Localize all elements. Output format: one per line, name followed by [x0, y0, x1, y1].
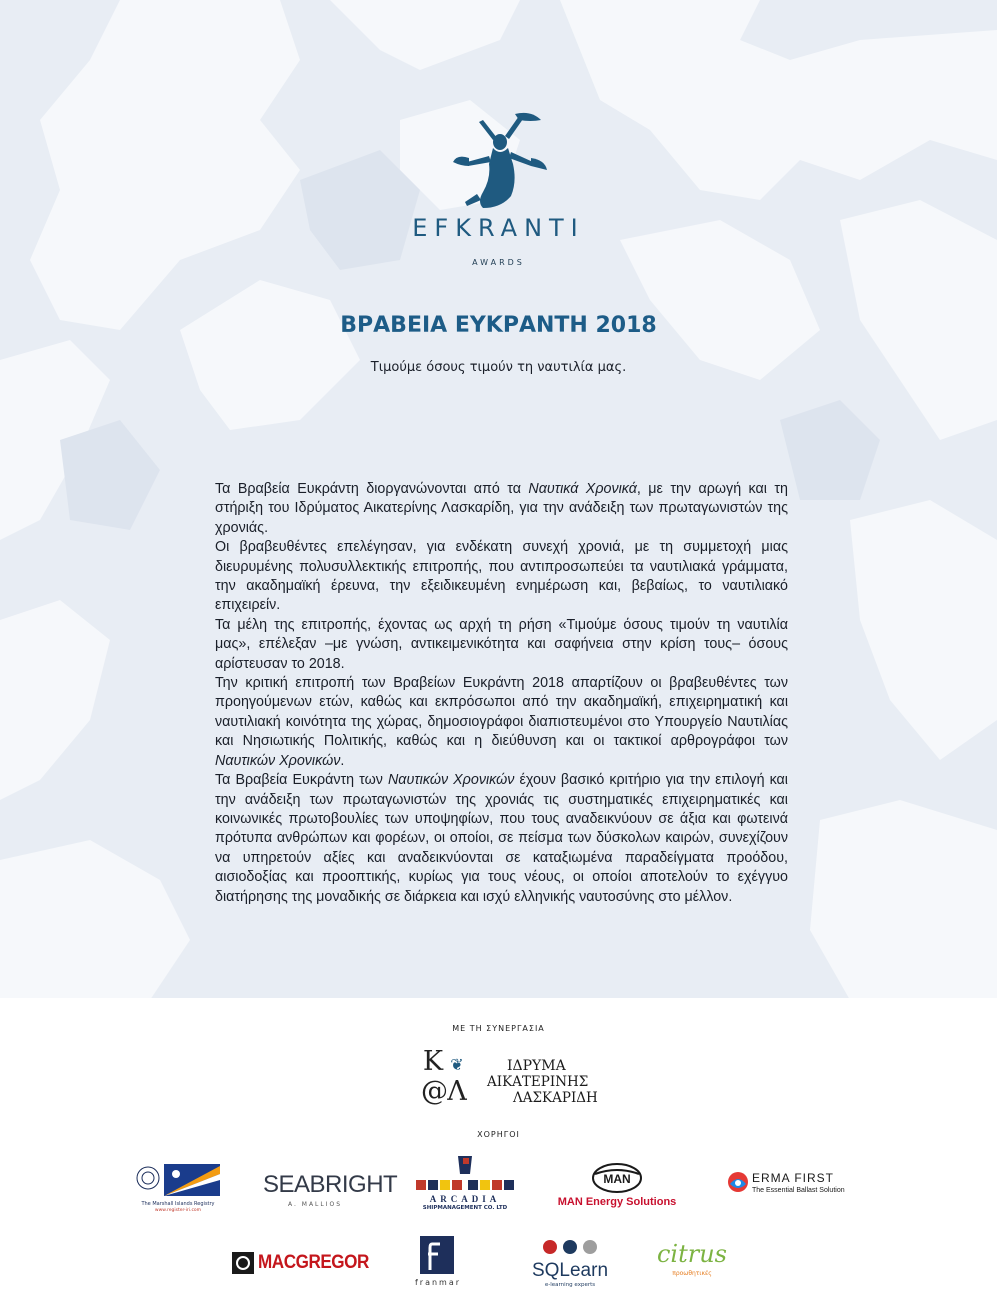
marshall-flag-icon [134, 1160, 222, 1200]
page-title: ΒΡΑΒΕΙΑ ΕΥΚΡΑΝΤΗ 2018 [340, 313, 657, 338]
foundation-name: ΙΔΡΥΜΑ ΑΙΚΑΤΕΡΙΝΗΣ ΛΑΣΚΑΡΙΔΗ [487, 1058, 598, 1106]
arcadia-flags-icon [414, 1156, 516, 1194]
sponsor-arcadia-logo: ARCADIA SHIPMANAGEMENT CO. LTD [414, 1156, 516, 1220]
paragraph: Την κριτική επιτροπή των Βραβείων Ευκράντη 2018 απαρτίζουν οι βραβευθέντες των προηγούμενων ετών, καθώς και εκπρόσωποι από την ακαδημαϊκή, επιχειρηματική και ναυτιλιακή κοινότητα της χώρας, δημοσιογράφοι διαπιστευμένοι στο Υπουργείο Ναυτιλίας και Νησιωτικής Πολιτικής, καθώς και η διεύθυνση και οι τακτικοί αρθρογράφοι των Ναυτικών Χρονικών. [215, 675, 788, 769]
body-text [215, 480, 788, 907]
sponsor-marshall-islands-logo: The Marshall Islands Registry www.register-iri.com [134, 1160, 222, 1216]
sqlearn-dots-icon [526, 1238, 614, 1260]
sponsor-franmar-logo: franmar [408, 1236, 468, 1288]
laskaridis-foundation-logo [421, 1048, 621, 1108]
sponsor-sqlearn-logo: SQLearn e-learning experts [526, 1238, 614, 1288]
sponsor-macgregor-logo: MACGREGOR [232, 1250, 372, 1276]
sponsor-erma-first-logo: ERMA FIRST The Essential Ballast Solution [726, 1168, 866, 1204]
erma-swirl-icon [726, 1168, 750, 1196]
sponsor-seabright-logo: SEABRIGHT A. MALLIOS [263, 1171, 398, 1208]
paragraph: Τα Βραβεία Ευκράντη διοργανώνονται από τα Ναυτικά Χρονικά, με την αρωγή και τη στήριξη του Ιδρύματος Αικατερίνης Λασκαρίδη, για την ανάδειξη των πρωταγωνιστών της χρονιάς. [215, 481, 788, 536]
svg-text:MAN: MAN [603, 1172, 631, 1186]
brand-subtitle: AWARDS [472, 258, 525, 267]
franmar-f-icon [408, 1236, 468, 1276]
tagline: Τιμούμε όσους τιμούν τη ναυτιλία μας. [370, 360, 627, 375]
paragraph: Τα Βραβεία Ευκράντη των Ναυτικών Χρονικών έχουν βασικό κριτήριο για την επιλογή και την ανάδειξη των πρωταγωνιστών της χρονιάς τις συστηματικές επιχειρηματικές και κοινωνικές πρωτοβουλίες των υποψηφίων, που τους αναδεικνύουν σε άξια και φωτεινά πρότυπα ανθρώπων και φορέων, οι οποίοι, σε πείσμα των δύσκολων καιρών, συνεχίζουν να υπηρετούν αξίες και αναδεικνύονται σε καταξιωμένα παραδείγματα προόδου, αισιοδοξίας και προοπτικής, κυρίως για τους νέους, οι οποίοι αποτελούν το εχέγγυο διατήρησης της μοναδικής σε διάρκεια και ισχύ ελληνικής ναυτοσύνης στο μέλλον. [215, 772, 788, 905]
sponsor-man-energy-logo: MAN MAN Energy Solutions [542, 1162, 692, 1212]
man-badge-icon [542, 1162, 692, 1194]
sponsors-label: ΧΟΡΗΓΟΙ [477, 1130, 520, 1139]
sponsors-footer [0, 998, 997, 1291]
partner-label: ΜΕ ΤΗ ΣΥΝΕΡΓΑΣΙΑ [452, 1024, 545, 1033]
efkranti-figure-logo [453, 112, 549, 212]
paragraph: Τα μέλη της επιτροπής, έχοντας ως αρχή τη ρήση «Τιμούμε όσους τιμούν τη ναυτιλία μας», επέλεξαν –με γνώση, αντικειμενικότητα και σαφήνεια στην κρίση τους– όσους αρίστευσαν το 2018. [215, 616, 788, 672]
foundation-monogram: Κ ❦ @Λ [421, 1046, 467, 1107]
sponsor-citrus-logo: citrus προωθητικές [656, 1240, 727, 1277]
macgregor-icon [232, 1252, 254, 1274]
brand-wordmark: EFKRANTI [412, 214, 585, 242]
paragraph: Οι βραβευθέντες επελέγησαν, για ενδέκατη συνεχή χρονιά, με τη συμμετοχή μιας διευρυμένης πολυσυλλεκτικής επιτροπής, που αντιπροσωπεύει τα ναυτιλιακά γράμματα, την ακαδημαϊκή έρευνα, την εξειδικευμένη ενημέρωση και, βεβαίως, το ναυτιλιακό επιχειρείν. [215, 539, 788, 614]
